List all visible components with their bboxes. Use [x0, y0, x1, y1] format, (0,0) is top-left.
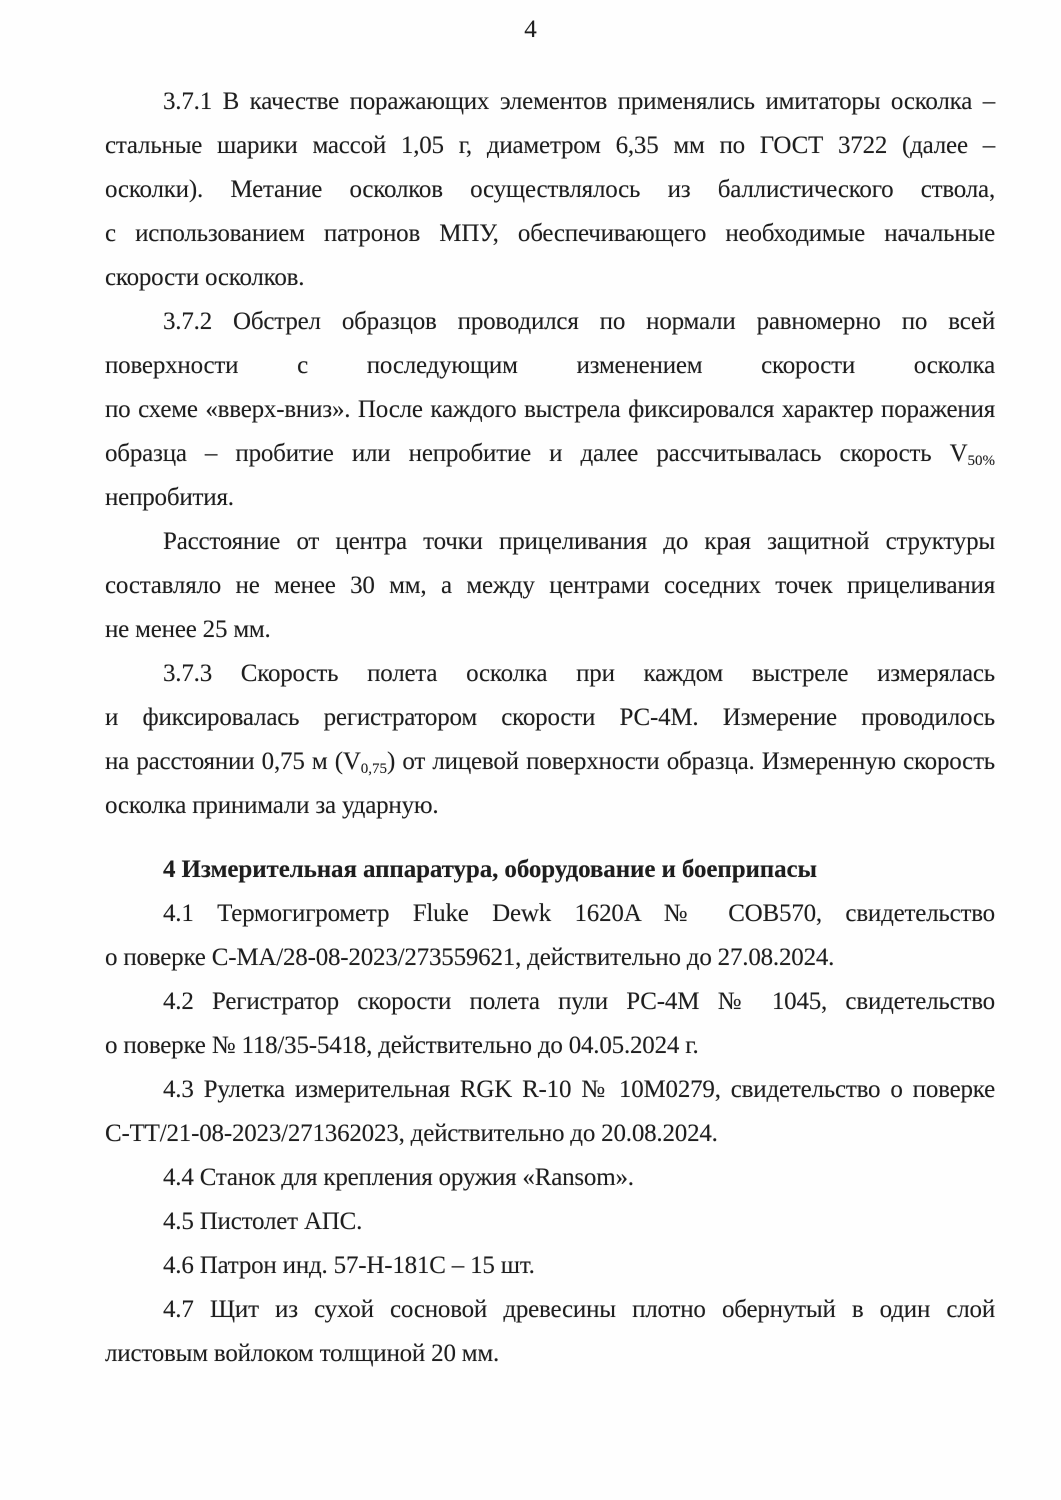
text-line: Расстояние от центра точки прицеливания до края защитной структуры: [163, 528, 995, 555]
text-line: о поверке С-МА/28-08-2023/273559621, действительно до 27.08.2024.: [105, 944, 835, 971]
text-line: 3.7.2 Обстрел образцов проводился по нормали равномерно по всей: [163, 308, 995, 335]
item-4-5: [105, 1200, 995, 1244]
paragraph-distance: [105, 520, 995, 652]
text-line: составляло не менее 30 мм, а между центрами соседних точек прицеливания: [105, 572, 995, 599]
item-4-4: [105, 1156, 995, 1200]
text-line-with-subscript: [105, 740, 995, 784]
text-line: 4.3 Рулетка измерительная RGK R-10 № 10М0279, свидетельство о поверке: [163, 1076, 995, 1103]
item-4-7: [105, 1288, 995, 1376]
text-line-with-subscript: [105, 432, 995, 476]
text-line: 3.7.3 Скорость полета осколка при каждом выстреле измерялась: [163, 660, 995, 687]
text-segment: образца – пробитие или непробитие и далее рассчитывалась скорость V: [105, 440, 968, 467]
item-4-2: [105, 980, 995, 1068]
text-line: скорости осколков.: [105, 264, 305, 291]
paragraph-3-7-1: [105, 80, 995, 300]
text-line: поверхности с последующим изменением скорости осколка: [105, 352, 995, 379]
text-line: 4.1 Термогигрометр Fluke Dewk 1620A № СОВ570, свидетельство: [163, 900, 995, 927]
text-line: стальные шарики массой 1,05 г, диаметром 6,35 мм по ГОСТ 3722 (далее –: [105, 132, 995, 159]
text-line: 4.4 Станок для крепления оружия «Ransom».: [163, 1164, 634, 1191]
text-line: не менее 25 мм.: [105, 616, 271, 643]
paragraph-3-7-2: [105, 300, 995, 520]
text-line: листовым войлоком толщиной 20 мм.: [105, 1340, 500, 1367]
subscript-v075: 0,75: [360, 761, 388, 778]
text-line: непробития.: [105, 484, 234, 511]
text-line: 3.7.1 В качестве поражающих элементов применялись имитаторы осколка –: [163, 88, 995, 115]
text-line: С-ТТ/21-08-2023/271362023, действительно до 20.08.2024.: [105, 1120, 718, 1147]
item-4-1: [105, 892, 995, 980]
text-line: 4.7 Щит из сухой сосновой древесины плотно обернутый в один слой: [163, 1296, 995, 1323]
text-line: с использованием патронов МПУ, обеспечивающего необходимые начальные: [105, 220, 995, 247]
item-4-6: [105, 1244, 995, 1288]
text-segment: на расстоянии 0,75 м (V: [105, 748, 361, 775]
text-line: 4.5 Пистолет АПС.: [163, 1208, 363, 1235]
section-4-heading: 4 Измерительная аппаратура, оборудование и боеприпасы: [163, 856, 817, 883]
subscript-v50: 50%: [967, 453, 995, 470]
paragraph-3-7-3: [105, 652, 995, 828]
item-4-3: [105, 1068, 995, 1156]
text-line: и фиксировалась регистратором скорости РС-4М. Измерение проводилось: [105, 704, 995, 731]
text-line: 4.2 Регистратор скорости полета пули РС-4М № 1045, свидетельство: [163, 988, 995, 1015]
page-number: 4: [524, 16, 537, 43]
text-line: 4.6 Патрон инд. 57-Н-181С – 15 шт.: [163, 1252, 535, 1279]
document-body: [105, 80, 995, 1376]
text-line: по схеме «вверх-вниз». После каждого выстрела фиксировался характер поражения: [105, 396, 995, 423]
text-segment: ) от лицевой поверхности образца. Измеренную скорость: [387, 748, 996, 775]
text-line: осколки). Метание осколков осуществлялось из баллистического ствола,: [105, 176, 995, 203]
text-line: о поверке № 118/35-5418, действительно до 04.05.2024 г.: [105, 1032, 699, 1059]
text-line: осколка принимали за ударную.: [105, 792, 439, 819]
